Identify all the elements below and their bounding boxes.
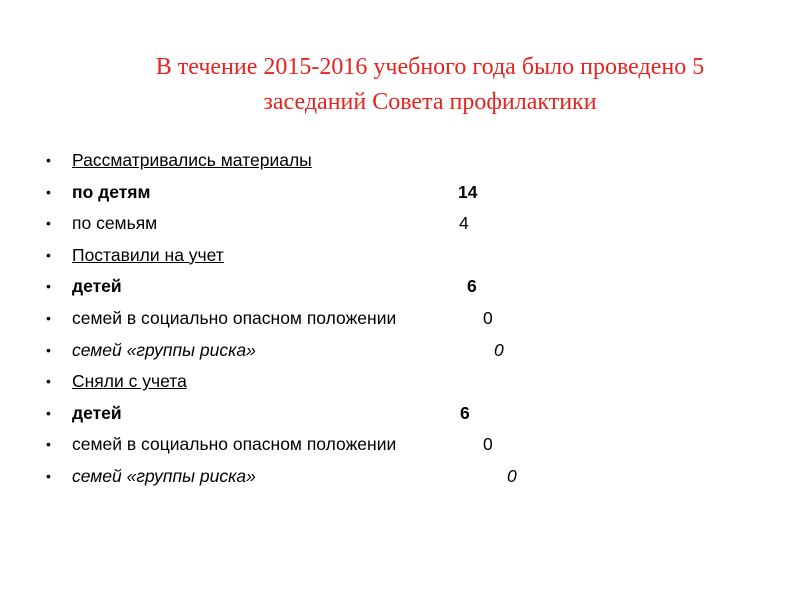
bullet-icon: •	[46, 183, 51, 200]
list-item-children-materials	[0, 177, 800, 209]
list-item-considered-materials	[0, 145, 800, 177]
slide-title-line-2: заседаний Совета профилактики	[263, 89, 597, 115]
bullet-icon: •	[46, 341, 51, 358]
list-item-families-materials	[0, 208, 800, 240]
item-label: семей в социально опасном положении	[72, 434, 397, 455]
list-item-registered	[0, 240, 800, 272]
list-item-deregistered-dangerous-families	[0, 429, 800, 461]
item-label: детей	[72, 402, 122, 423]
list-item-deregistered-risk-families	[0, 461, 800, 493]
item-label: семей в социально опасном положении	[72, 307, 397, 328]
item-label: по детям	[72, 181, 151, 202]
slide-title-line-1: В течение 2015-2016 учебного года было проведено 5	[155, 54, 705, 80]
bullet-icon: •	[46, 404, 51, 421]
bullet-icon: •	[46, 309, 51, 326]
item-label: по семьям	[72, 213, 158, 234]
section-heading-considered-materials: Рассматривались материалы	[72, 150, 312, 170]
bullet-icon: •	[46, 467, 51, 484]
item-value: 0	[483, 307, 493, 328]
item-value: 6	[467, 276, 477, 297]
list-item-registered-children	[0, 271, 800, 303]
bullet-icon: •	[46, 278, 51, 295]
item-value: 4	[459, 213, 469, 234]
list-item-deregistered-children	[0, 398, 800, 430]
item-value: 0	[494, 339, 504, 360]
item-value: 0	[483, 434, 493, 455]
bullet-icon: •	[46, 246, 51, 263]
item-value: 14	[458, 181, 478, 202]
list-item-registered-dangerous-families	[0, 303, 800, 335]
bullet-icon: •	[46, 152, 51, 168]
list-item-deregistered	[0, 366, 800, 398]
list-item-registered-risk-families	[0, 335, 800, 367]
item-label: детей	[72, 276, 122, 297]
bullet-icon: •	[46, 215, 51, 232]
item-value: 6	[460, 402, 470, 423]
item-label: семей «группы риска»	[72, 465, 256, 486]
section-heading-registered: Поставили на учет	[72, 244, 224, 265]
section-heading-deregistered: Сняли с учета	[72, 371, 187, 392]
slide-title	[60, 50, 800, 120]
item-label: семей «группы риска»	[72, 339, 256, 360]
bullet-list	[0, 145, 800, 493]
bullet-icon: •	[46, 436, 51, 453]
item-value: 0	[507, 465, 517, 486]
bullet-icon: •	[46, 373, 51, 390]
